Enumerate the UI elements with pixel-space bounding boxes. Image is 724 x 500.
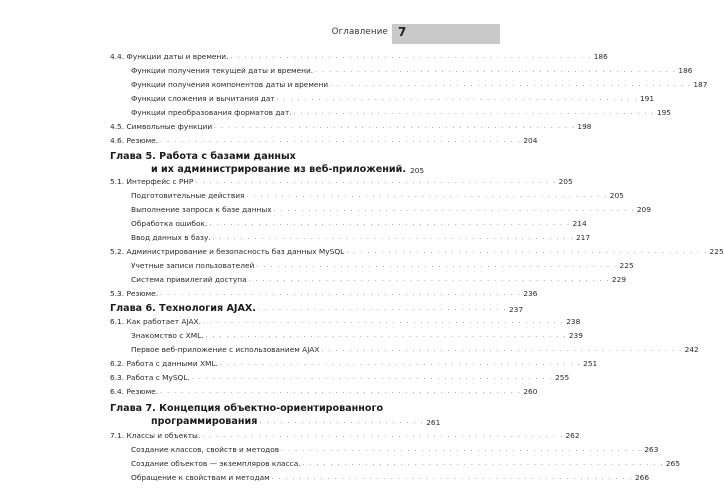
toc-entry[interactable] [131, 232, 591, 243]
toc-entry-page: 214 [572, 219, 587, 228]
dot-leader: . . . . . . . . . . . . . . . . . . . . . . . . . . . . . . . . . . . . . . . . . . . . . . . . . . . . [202, 432, 564, 439]
toc-entry-page: 263 [644, 445, 659, 454]
toc-entry-page: 265 [665, 459, 680, 468]
toc-entry-label: 5.1. Интерфейс с PHP [110, 177, 194, 186]
dot-leader: . . . . . . . . . . . . . . . . . . . . . . . . . . . . . . . . . . . . . . . . . . . . . . . . . . . . [212, 234, 574, 241]
toc-entry-page: 186 [593, 52, 608, 61]
dot-leader: . . . . . . . . . . . . . . . . . . . . . . . . . . . . . . . . . . . . . . . . . . . . . . . . . . . . [160, 137, 522, 144]
toc-entry-label: Обработка ошибок. [131, 219, 208, 228]
toc-entry-page: 205 [558, 177, 573, 186]
chapter-page: 237 [508, 305, 524, 314]
toc-entry[interactable] [131, 190, 624, 201]
toc-entry-label: Выполнение запроса к базе данных [131, 205, 272, 214]
toc-entry-label: Функции сложения и вычитания дат [131, 94, 275, 103]
toc-entry-page: 238 [566, 317, 581, 326]
dot-leader: . . . . . . . . . . . . . . . . . . . . . . . . . . . . . . . . . . . . . . . . . . . . . . . . . . . . [219, 360, 582, 367]
toc-entry-label: 4.4. Функции даты и времени. [110, 52, 229, 61]
dot-leader: . . . . . . . . . . . . . . . . . . . . . . . . . . . . . . . . . . . . . . . . . . . . . . . . . . . . [160, 388, 522, 395]
chapter-title-line-2: программирования [151, 416, 258, 427]
toc-entry-label: Система привилегий доступа [131, 275, 247, 284]
toc-entry-page: 236 [523, 289, 538, 298]
chapter-heading[interactable] [110, 302, 524, 315]
dot-leader: . . . . . . . . . . . . . . . . . . . . . . . . . . . . . . . . . . . . . . . . . . . . . . . . . . . . [276, 95, 638, 102]
toc-entry[interactable] [110, 288, 538, 299]
toc-entry-label: 4.5. Символьные функции [110, 122, 213, 131]
dot-leader: . . . . . . . . . . . . . . . . . . . . . . . . . . . . . . . . . . . . [257, 305, 507, 312]
toc-entry-label: Учетные записи пользователей [131, 261, 255, 270]
toc-entry-label: 4.6. Резюме. [110, 136, 159, 145]
toc-entry-label: Создание объектов — экземпляров класса. [131, 459, 301, 468]
toc-entry-label: 5.2. Администрирование и безопасность баз данных MySQL [110, 247, 345, 256]
toc-entry[interactable] [110, 430, 580, 441]
dot-leader: . . . . . . . . . . . . . . . . . . . . . . . . . . . . . . . . . . . . . . . . . . . . . . . . . . . . [202, 318, 565, 325]
toc-entry[interactable] [131, 344, 699, 355]
dot-leader: . . . . . . . . . . . . . . . . . . . . . . . . . . . . . . . . . . . . . . . . . . . . . . . . . . . . [302, 460, 664, 467]
toc-entry-label: Знакомство с XML. [131, 331, 204, 340]
toc-entry[interactable] [110, 121, 592, 132]
toc-entry[interactable] [131, 79, 708, 90]
toc-entry-label: Создание классов, свойств и методов [131, 445, 280, 454]
toc-entry-page: 187 [693, 80, 708, 89]
toc-entry[interactable] [131, 330, 583, 341]
toc-entry[interactable] [110, 358, 598, 369]
dot-leader: . . . . . . . . . . . . . . . . . . . . . . . . . . . . . . . . . . . . . . . . . . . . . . . . . . . . [256, 262, 618, 269]
toc-entry-page: 239 [568, 331, 583, 340]
chapter-heading[interactable] [110, 150, 425, 176]
dot-leader: . . . . . . . . . . . . . . . . . . . . . . . . . . . . . . . . . . . . . . . . . . . . . . . . . . . . [160, 290, 522, 297]
toc-entry-page: 229 [611, 275, 627, 284]
toc-entry-label: Функции получения компонентов даты и времени [131, 80, 329, 89]
toc-entry-label: Ввод данных в базу. [131, 233, 211, 242]
toc-entry-label: 7.1. Классы и объекты. [110, 431, 201, 440]
toc-entry[interactable] [110, 176, 573, 187]
chapter-page: 205 [410, 166, 425, 175]
toc-entry-page: 191 [639, 94, 655, 103]
dot-leader: . . . . . . . . . . . . . . . . . . . . . . . . . . . . . . . . . . . . . . . . . . . . . . . . . . . . [195, 178, 557, 185]
toc-entry[interactable] [131, 218, 587, 229]
toc-entry[interactable] [131, 260, 634, 271]
toc-entry[interactable] [110, 316, 581, 327]
dot-leader: . . . . . . . . . . . . . . . . . . . . . . . . . . . . . . . . . . . . . . . . . . . . . . . . . . . . [214, 123, 576, 130]
toc-entry-page: 225 [709, 247, 724, 256]
dot-leader: . . . . . . . . . . . . . . . . . . . . . . . . . . . . . . . . . . . . . . . . . . . . . . . . . . . . [281, 446, 643, 453]
toc-entry-page: 195 [656, 108, 671, 117]
toc-entry-page: 205 [609, 191, 624, 200]
toc-entry-label: 6.1. Как работает AJAX. [110, 317, 201, 326]
dot-leader: . . . . . . . . . . . . . . . . . . . . . . . . . . . . . . . . . . . . . . . . . . . . . . . . . . . . [205, 332, 567, 339]
dot-leader: . . . . . . . . . . . . . . . . . . . . . . . . . . . . . . . . . . . . . . . . . . . . . . . . . . . . [293, 109, 655, 116]
toc-entry-page: 251 [583, 359, 598, 368]
toc-entry[interactable] [131, 204, 651, 215]
dot-leader: . . . . . . . . . . . . . . . . . . . . . . . . . . . . . . . . . . . . . . . . . . . . . . . . . . . . [315, 67, 677, 74]
toc-entry-page: 255 [555, 373, 570, 382]
dot-leader: . . . . . . . . . . . . . . . . . . . . . . . . [259, 418, 425, 425]
toc-entry-page: 186 [678, 66, 693, 75]
toc-entry[interactable] [131, 274, 627, 285]
dot-leader: . . . . . . . . . . . . . . . . . . . . . . . . . . . . . . . . . . . . . . . . . . . . . . . . . . . . [273, 206, 635, 213]
dot-leader: . . . . . . . . . . . . . . . . . . . . . . . . . . . . . . . . . . . . . . . . . . . . . . . . . . . . [209, 220, 571, 227]
toc-entry-label: Функции получения текущей даты и времени. [131, 66, 314, 75]
toc-entry[interactable] [110, 246, 724, 257]
dot-leader: . . . . . . . . . . . . . . . . . . . . . . . . . . . . . . . . . . . . . . . . . . . . . . . . . . . . [248, 276, 610, 283]
toc-entry-page: 209 [636, 205, 651, 214]
dot-leader: . . . . . . . . . . . . . . . . . . . . . . . . . . . . . . . . . . . . . . . . . . . . . . . . . . . . [230, 53, 592, 60]
dot-leader: . . . . . . . . . . . . . . . . . . . . . . . . . . . . . . . . . . . . . . . . . . . . . . . . . . . . [330, 81, 692, 88]
page-number: 7 [398, 25, 407, 39]
toc-entry-label: 6.4. Резюме. [110, 387, 159, 396]
toc-entry[interactable] [131, 107, 671, 118]
toc-entry-page: 217 [575, 233, 591, 242]
toc-entry-label: 6.2. Работа с данными XML. [110, 359, 218, 368]
toc-entry[interactable] [131, 93, 655, 104]
chapter-heading[interactable] [110, 402, 441, 428]
dot-leader: . . . . . . . . . . . . . . . . . . . . . . . . . . . . . . . . . . . . . . . . . . . . . . . . . . . . [191, 374, 554, 381]
toc-entry-page: 225 [619, 261, 634, 270]
toc-entry-label: Обращение к свойствам и методам [131, 473, 270, 482]
toc-entry-page: 266 [634, 473, 650, 482]
chapter-title-line-1: Глава 7. Концепция объектно-ориентированного [110, 403, 384, 414]
dot-leader: . . . . . . . . . . . . . . . . . . . . . . . . . . . . . . . . . . . . . . . . . . . . . . . . . . . . [271, 474, 633, 481]
toc-entry[interactable] [110, 51, 608, 62]
toc-entry-page: 260 [523, 387, 538, 396]
running-title: Оглавление [331, 27, 388, 37]
chapter-page: 261 [426, 418, 441, 427]
toc-entry-label: 6.3. Работа с MySQL. [110, 373, 190, 382]
dot-leader: . . . . . . . . . . . . . . . . . . . . . . . . . . . . . . . . . . . . . . . . . . . . . . . . . . . . [246, 192, 608, 199]
toc-entry[interactable] [131, 65, 693, 76]
toc-entry[interactable] [131, 472, 650, 483]
toc-entry-page: 198 [577, 122, 592, 131]
toc-entry-page: 262 [565, 431, 580, 440]
toc-entry-label: Функции преобразования форматов дат. [131, 108, 292, 117]
toc-entry[interactable] [110, 135, 538, 146]
toc-entry[interactable] [131, 458, 680, 469]
chapter-title-line-1: Глава 5. Работа с базами данных [110, 151, 296, 162]
toc-entry-label: Подготовительные действия [131, 191, 245, 200]
dot-leader: . . . . . . . . . . . . . . . . . . . . . . . . . . . . . . . . . . . . . . . . . . . . . . . . . . . . [321, 346, 683, 353]
toc-entry-page: 242 [684, 345, 699, 354]
toc-entry[interactable] [110, 386, 538, 397]
toc-entry-label: 5.3. Резюме. [110, 289, 159, 298]
toc-entry[interactable] [110, 372, 570, 383]
toc-entry-page: 204 [523, 136, 538, 145]
toc-entry-label: Первое веб-приложение с использованием AJAX [131, 345, 320, 354]
chapter-title-line-1: Глава 6. Технология AJAX. [110, 303, 256, 314]
chapter-title-line-2: и их администрирование из веб-приложений. [151, 164, 406, 175]
dot-leader: . . . . . . . . . . . . . . . . . . . . . . . . . . . . . . . . . . . . . . . . . . . . . . . . . . . . [346, 248, 708, 255]
toc-entry[interactable] [131, 444, 659, 455]
